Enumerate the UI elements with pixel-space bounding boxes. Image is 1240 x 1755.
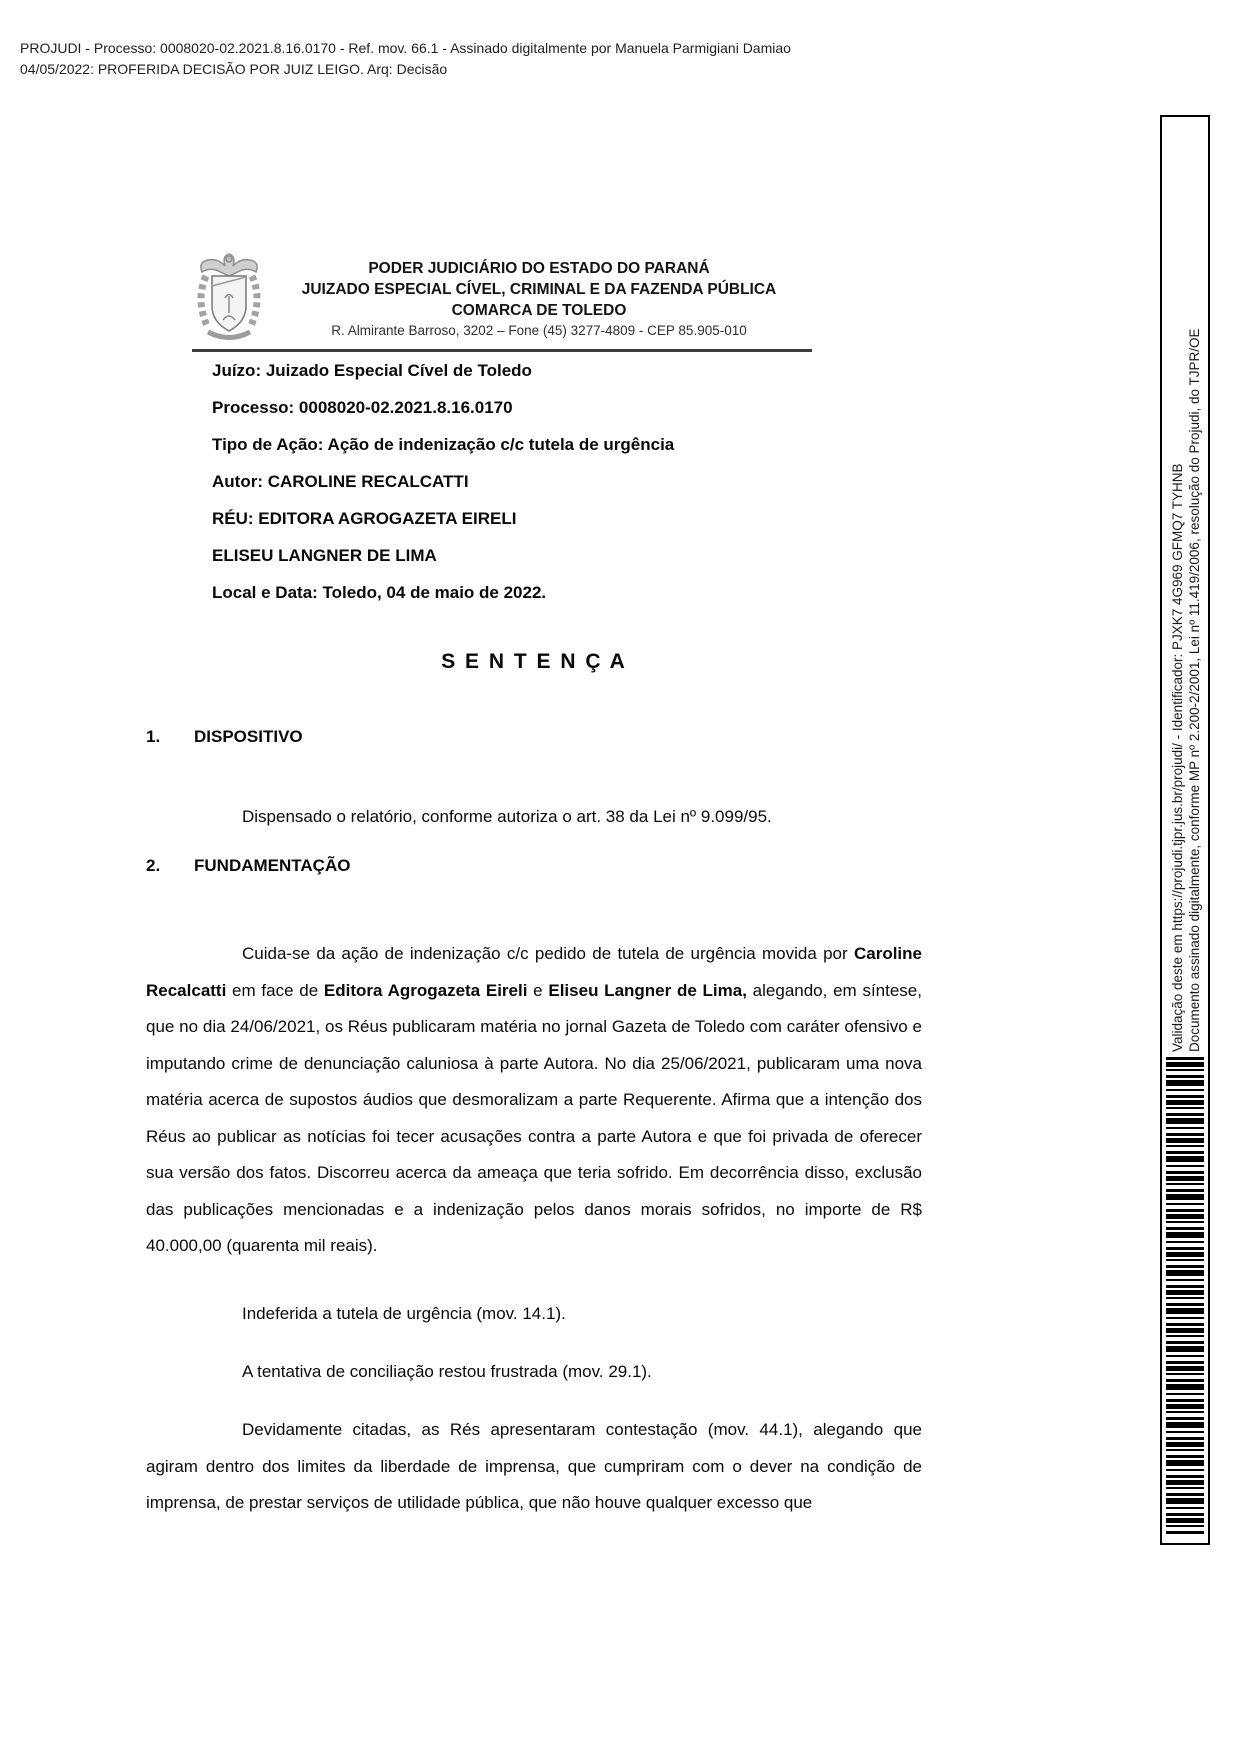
validation-sidebar-text	[1169, 117, 1203, 1052]
section-heading-dispositivo	[146, 727, 303, 747]
paragraph-dispensado: Dispensado o relatório, conforme autoriza o art. 38 da Lei nº 9.099/95.	[242, 807, 772, 826]
letterhead	[192, 250, 812, 352]
party-name-re-1: Editora Agrogazeta Eireli	[323, 980, 528, 1000]
paragraph-segment: Cuida-se da ação de indenização c/c pedido de tutela de urgência movida por	[242, 944, 854, 963]
paragraph-segment: e	[527, 980, 549, 1000]
validation-sidebar	[1160, 115, 1210, 1545]
party-name-autora: Caroline Recalcatti	[146, 944, 922, 1000]
case-info-reu-2: ELISEU LANGNER DE LIMA	[212, 546, 437, 565]
sentence-title: S E N T E N Ç A	[441, 650, 627, 673]
case-info-autor: Autor: CAROLINE RECALCATTI	[212, 472, 469, 491]
paragraph-segment: em face de	[226, 980, 324, 1000]
case-info-juizo: Juízo: Juizado Especial Cível de Toledo	[212, 361, 532, 380]
letterhead-address: R. Almirante Barroso, 3202 – Fone (45) 3277-4809 - CEP 85.905-010	[331, 323, 747, 338]
letterhead-comarca-line: COMARCA DE TOLEDO	[451, 302, 627, 319]
section-label: DISPOSITIVO	[194, 727, 303, 746]
validation-url-line: Validação deste em https://projudi.tjpr.jus.br/projudi/ - Identificador: PJXK7 4G969 GFMQ7 TYHNB	[1170, 463, 1185, 1052]
party-name-re-2: Eliseu Langner de Lima,	[548, 980, 747, 1000]
letterhead-court-line: PODER JUDICIÁRIO DO ESTADO DO PARANÁ	[368, 260, 710, 277]
paragraph-segment: alegando, em síntese, que no dia 24/06/2021, os Réus publicaram matéria no jornal Gazeta de Toledo com caráter ofensivo e imputando crime de denunciação caluniosa à parte Autora. No dia 25/06/2021, publicaram uma nova matéria acerca de supostos áudios que desmoralizam a parte Requerente. Afirma que a intenção dos Réus ao publicar as notícias foi tecer acusações contra a parte Autora e que foi privada de oferecer sua versão dos fatos. Discorreu acerca da ameaça que teria sofrido. Em decorrência disso, exclusão das publicações mencionadas e a indenização pelos danos morais sofridos, no importe de R$ 40.000,00 (quarenta mil reais).	[146, 980, 922, 1255]
section-heading-fundamentacao	[146, 856, 350, 876]
case-info	[212, 352, 942, 611]
paragraph-tentativa: A tentativa de conciliação restou frustrada (mov. 29.1).	[242, 1362, 652, 1381]
meta-header-line-2: 04/05/2022: PROFERIDA DECISÃO POR JUIZ LEIGO. Arq: Decisão	[20, 61, 448, 77]
signature-statement-line: Documento assinado digitalmente, conforme MP nº 2.200-2/2001, Lei nº 11.419/2006, resolução do Projudi, do TJPR/OE	[1187, 328, 1202, 1052]
paragraph-indeferida: Indeferida a tutela de urgência (mov. 14.1).	[242, 1304, 566, 1323]
section-number: 1.	[146, 727, 161, 746]
paragraph-devidamente: Devidamente citadas, as Rés apresentaram contestação (mov. 44.1), alegando que agiram dentro dos limites da liberdade de imprensa, que cumpriram com o dever na condição de imprensa, de prestar serviços de utilidade pública, que não houve qualquer excesso que	[146, 1420, 922, 1512]
parana-coat-of-arms-icon	[192, 250, 266, 344]
paragraph-cuida-se	[146, 936, 922, 1265]
case-info-processo: Processo: 0008020-02.2021.8.16.0170	[212, 398, 513, 417]
letterhead-unit-line: JUIZADO ESPECIAL CÍVEL, CRIMINAL E DA FAZENDA PÚBLICA	[301, 281, 777, 298]
section-label: FUNDAMENTAÇÃO	[194, 856, 351, 875]
case-info-local-data: Local e Data: Toledo, 04 de maio de 2022.	[212, 583, 547, 602]
letterhead-text	[266, 250, 812, 341]
meta-header-line-1: PROJUDI - Processo: 0008020-02.2021.8.16.0170 - Ref. mov. 66.1 - Assinado digitalmente por Manuela Parmigiani Damiao	[20, 40, 791, 56]
meta-header	[20, 38, 1040, 80]
case-info-tipo-acao: Tipo de Ação: Ação de indenização c/c tutela de urgência	[212, 435, 675, 454]
barcode-icon	[1166, 1057, 1204, 1535]
section-number: 2.	[146, 856, 161, 875]
case-info-reu: RÉU: EDITORA AGROGAZETA EIRELI	[212, 509, 517, 528]
